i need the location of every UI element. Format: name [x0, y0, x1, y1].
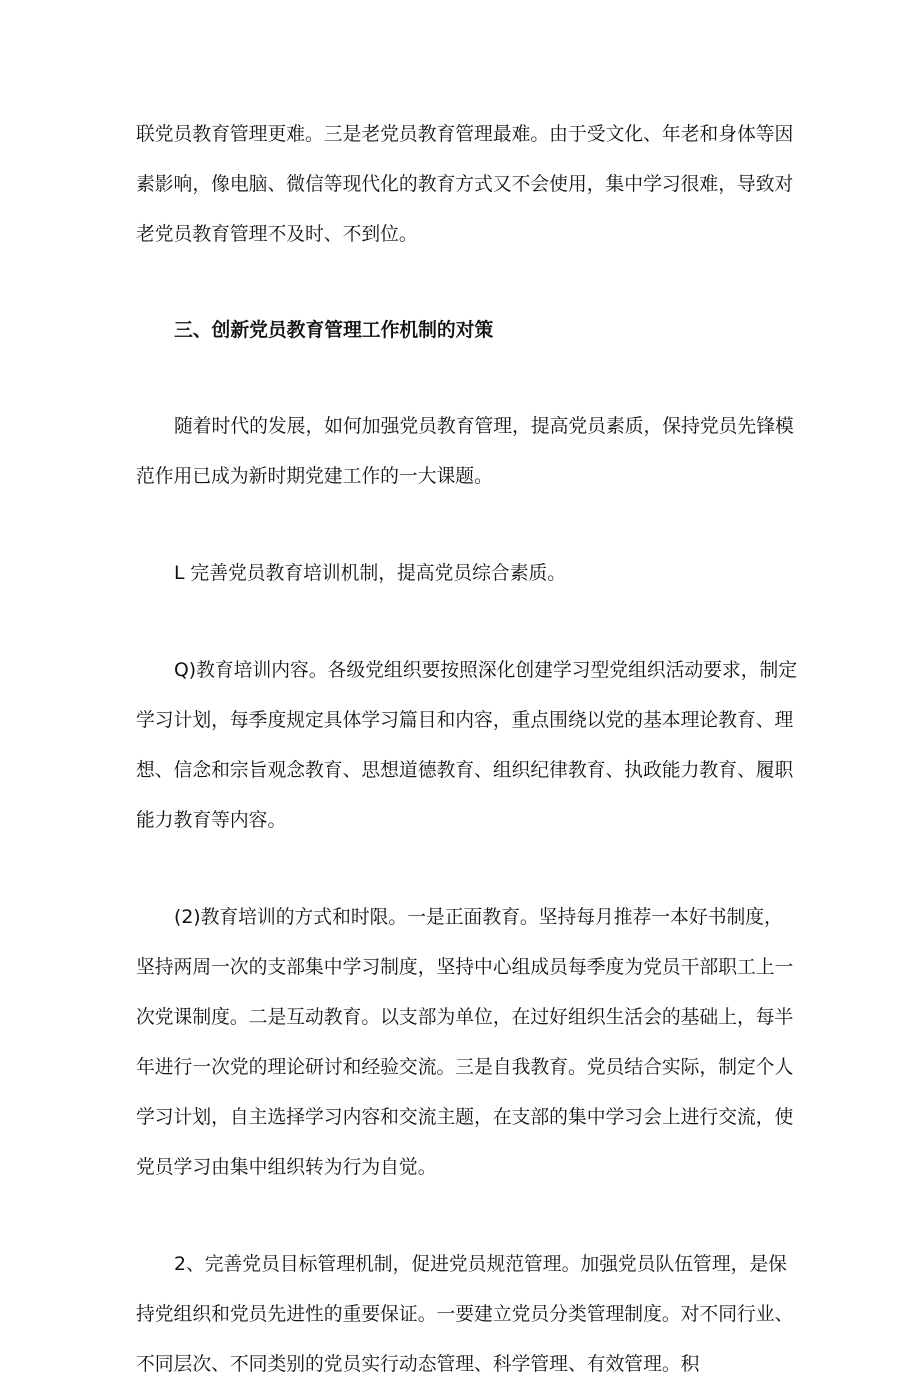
text-line: 想、信念和宗旨观念教育、思想道德教育、组织纪律教育、执政能力教育、履职: [136, 760, 794, 781]
text-line: 持党组织和党员先进性的重要保证。一要建立党员分类管理制度。对不同行业、: [136, 1304, 794, 1325]
document-page: [136, 110, 796, 1390]
subsection-item-1: [136, 549, 796, 599]
text-line: 老党员教育管理不及时、不到位。: [136, 224, 418, 245]
paragraph-training-methods: [136, 893, 796, 1193]
text-line: L 完善党员教育培训机制，提高党员综合素质。: [174, 563, 567, 584]
paragraph-training-content: [136, 646, 796, 846]
text-line: 学习计划，自主选择学习内容和交流主题，在支部的集中学习会上进行交流，使: [136, 1107, 794, 1128]
text-line: 次党课制度。二是互动教育。以支部为单位，在过好组织生活会的基础上，每半: [136, 1007, 794, 1028]
text-line: 不同层次、不同类别的党员实行动态管理、科学管理、有效管理。积: [136, 1354, 700, 1375]
text-line: 年进行一次党的理论研讨和经验交流。三是自我教育。党员结合实际，制定个人: [136, 1057, 794, 1078]
text-line: 坚持两周一次的支部集中学习制度，坚持中心组成员每季度为党员干部职工上一: [136, 957, 794, 978]
text-line: 范作用已成为新时期党建工作的一大课题。: [136, 466, 493, 487]
text-line: Q)教育培训内容。各级党组织要按照深化创建学习型党组织活动要求，制定: [174, 660, 798, 681]
text-line: 随着时代的发展，如何加强党员教育管理，提高党员素质，保持党员先锋模: [174, 416, 794, 437]
text-line: 学习计划，每季度规定具体学习篇目和内容，重点围绕以党的基本理论教育、理: [136, 710, 794, 731]
text-line: 党员学习由集中组织转为行为自觉。: [136, 1157, 437, 1178]
text-line: (2)教育培训的方式和时限。一是正面教育。坚持每月推荐一本好书制度，: [174, 907, 783, 928]
text-line: 联党员教育管理更难。三是老党员教育管理最难。由于受文化、年老和身体等因: [136, 124, 794, 145]
text-line: 素影响，像电脑、微信等现代化的教育方式又不会使用，集中学习很难，导致对: [136, 174, 794, 195]
paragraph-target-management: [136, 1240, 796, 1390]
text-line: 2、完善党员目标管理机制，促进党员规范管理。加强党员队伍管理，是保: [174, 1254, 787, 1275]
section-heading: 三、创新党员教育管理工作机制的对策: [174, 320, 494, 341]
paragraph-intro: [136, 402, 796, 502]
paragraph-continuation: [136, 110, 796, 260]
text-line: 能力教育等内容。: [136, 810, 287, 831]
